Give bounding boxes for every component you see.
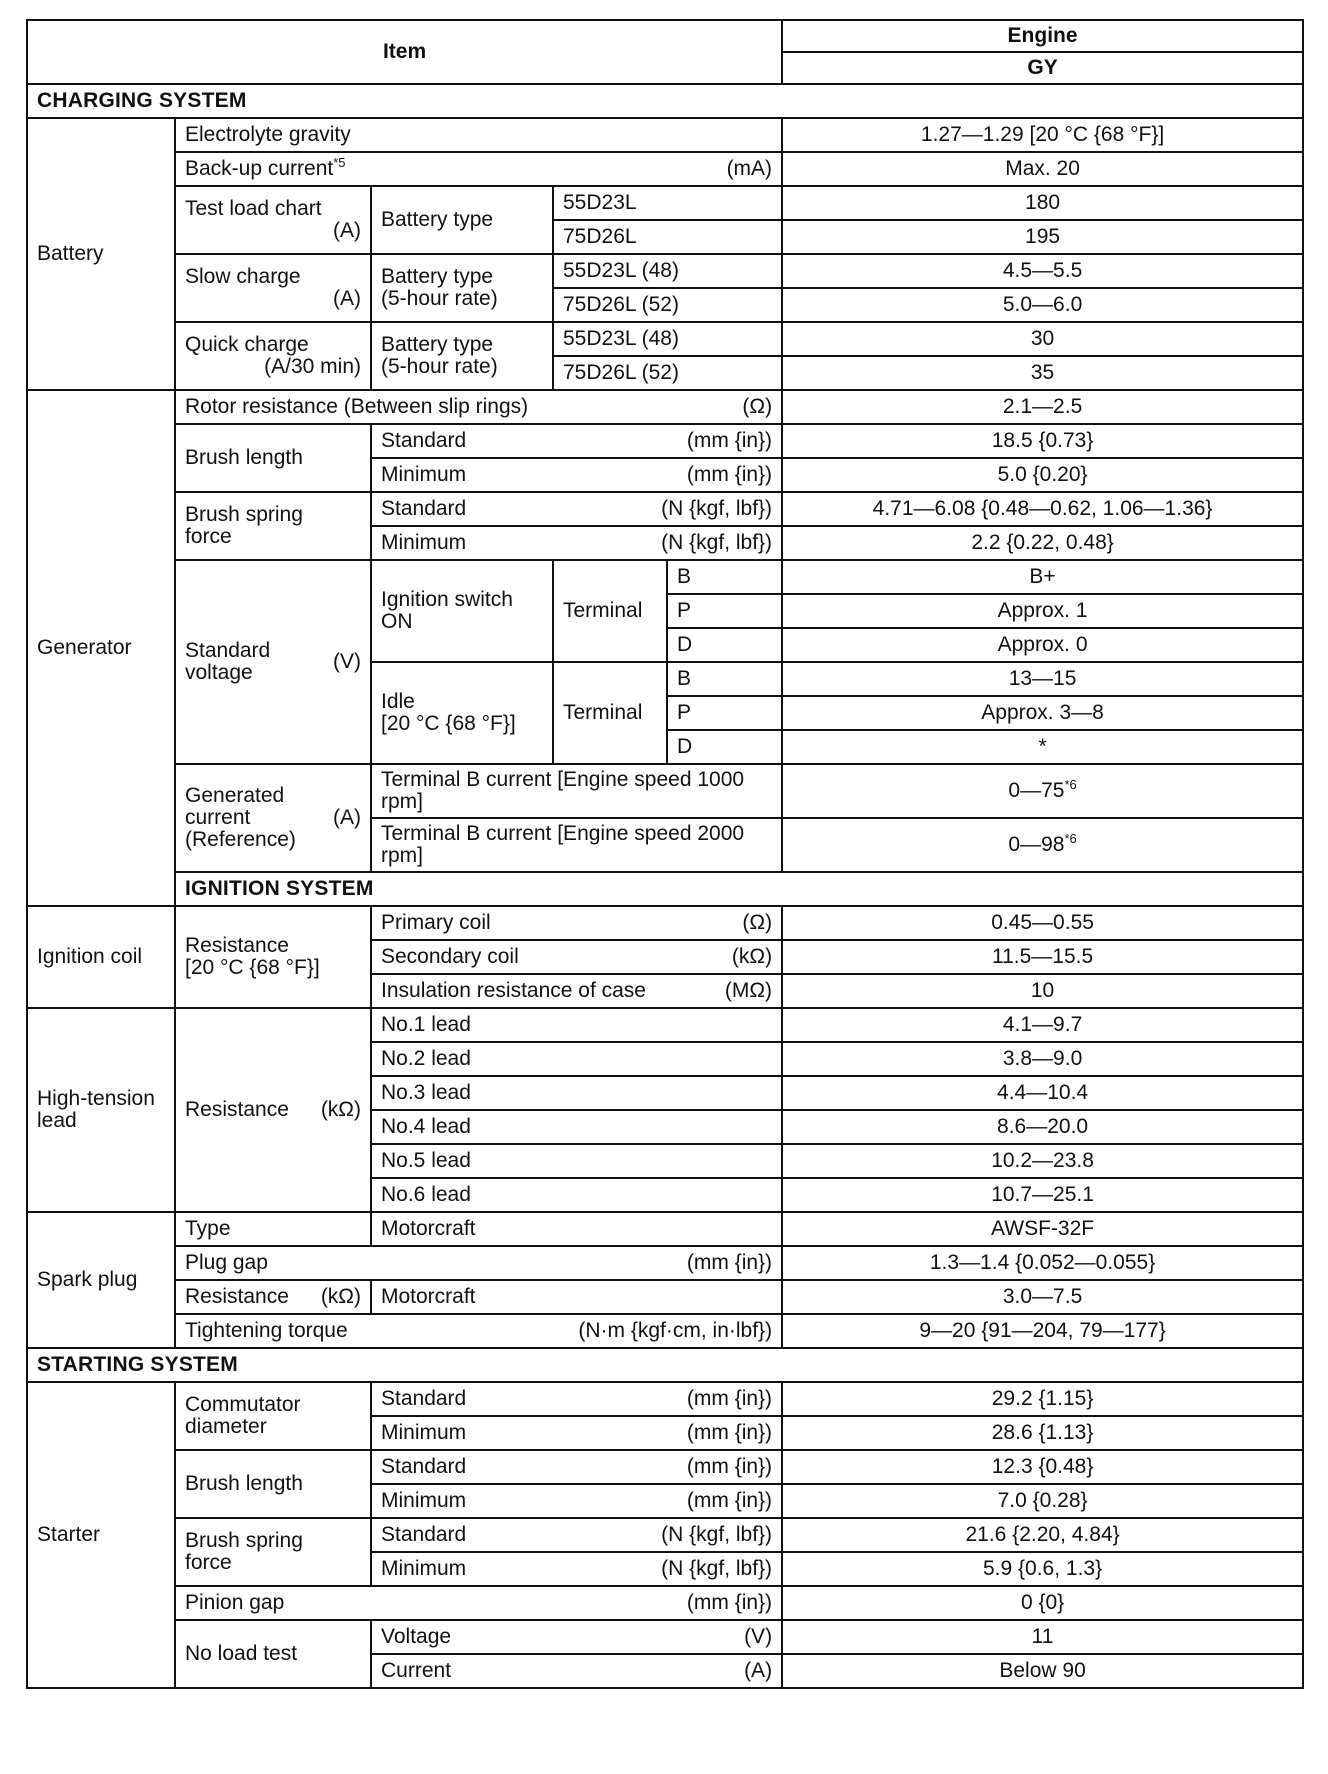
section-title-charging: CHARGING SYSTEM [27,84,1303,118]
footnote-mark: *6 [1064,831,1077,846]
spec-label-cell: Current (A) [371,1654,782,1688]
unit: (mm {in}) [686,1489,773,1512]
commutator-value: 29.2 {1.15} [782,1382,1303,1416]
spec-label-cell: Secondary coil (kΩ) [371,940,782,974]
starter-brush-length-value: 12.3 {0.48} [782,1450,1303,1484]
starter-brush-spring-label: Brush spring force [175,1518,371,1586]
rotor-resistance-value: 2.1—2.5 [782,390,1303,424]
unit: (kΩ) [731,945,773,968]
item-header: Item [27,20,782,84]
spec-label-cell: Standard (mm {in}) [371,424,782,458]
spec-label-cell: Minimum (N {kgf, lbf}) [371,526,782,560]
slow-charge-label: Slow charge (A) [175,254,371,322]
unit: (mm {in}) [686,1387,773,1410]
starter-brush-spring-value: 21.6 {2.20, 4.84} [782,1518,1303,1552]
no-load-value: 11 [782,1620,1303,1654]
section-row [27,1348,1303,1382]
pinion-gap-value: 0 {0} [782,1586,1303,1620]
table-row [27,492,1303,526]
spark-type-brand: Motorcraft [371,1212,782,1246]
test-load-battery-type: Battery type [371,186,553,254]
tightening-torque-cell: Tightening torque (N·m {kgf·cm, in·lbf}) [175,1314,782,1348]
quick-charge-label: Quick charge (A/30 min) [175,322,371,390]
lead-value: 10.7—25.1 [782,1178,1303,1212]
voltage-value: 13—15 [782,662,1303,696]
unit: (mm {in}) [686,463,773,486]
table-row [27,152,1303,186]
spec-sheet [26,19,1302,1689]
plug-gap-value: 1.3—1.4 {0.052—0.055} [782,1246,1303,1280]
no-load-value: Below 90 [782,1654,1303,1688]
unit: (MΩ) [724,979,773,1002]
spark-resistance-label: Resistance (kΩ) [175,1280,371,1314]
test-load-label: Test load chart (A) [175,186,371,254]
gen-brush-length-value: 18.5 {0.73} [782,424,1303,458]
table-row [27,906,1303,940]
backup-current-cell [175,152,782,186]
terminal-id: B [667,662,782,696]
quick-charge-value: 30 [782,322,1303,356]
slow-charge-battery-type: Battery type (5-hour rate) [371,254,553,322]
unit: (A) [333,287,361,310]
table-row [27,322,1303,356]
voltage-value: B+ [782,560,1303,594]
terminal-id: P [667,594,782,628]
rotor-resistance-cell [175,390,782,424]
generated-current-label: Generated current (Reference) (A) [175,764,371,872]
lead-label: No.2 lead [371,1042,782,1076]
lead-value: 4.4—10.4 [782,1076,1303,1110]
no-load-test-label: No load test [175,1620,371,1688]
terminal-b-current-label: Terminal B current [Engine speed 2000 rpm] [371,818,782,872]
spec-label-cell: Minimum (mm {in}) [371,1484,782,1518]
unit: (A) [744,1659,773,1682]
table-row [27,118,1303,152]
lead-value: 8.6—20.0 [782,1110,1303,1144]
lead-resistance-label: Resistance (kΩ) [175,1008,371,1212]
table-row [27,1518,1303,1552]
table-row [27,186,1303,220]
coil-value: 11.5—15.5 [782,940,1303,974]
spec-label-cell: Standard (N {kgf, lbf}) [371,1518,782,1552]
gen-brush-length-label: Brush length [175,424,371,492]
engine-code-header: GY [782,52,1303,84]
starter-brush-spring-value: 5.9 {0.6, 1.3} [782,1552,1303,1586]
voltage-value: * [782,730,1303,764]
lead-label: No.5 lead [371,1144,782,1178]
specification-table [26,19,1304,1689]
table-row [27,560,1303,594]
commutator-value: 28.6 {1.13} [782,1416,1303,1450]
table-row [27,1280,1303,1314]
starter-brush-length-value: 7.0 {0.28} [782,1484,1303,1518]
table-row [27,1450,1303,1484]
header-row [27,20,1303,52]
electrolyte-value: 1.27—1.29 [20 °C {68 °F}] [782,118,1303,152]
spec-label-cell: Standard (N {kgf, lbf}) [371,492,782,526]
spec-label-cell: Standard (mm {in}) [371,1450,782,1484]
footnote-mark: *5 [333,155,346,170]
plug-gap-cell: Plug gap (mm {in}) [175,1246,782,1280]
footnote-mark: *6 [1064,777,1077,792]
section-row [27,872,1303,906]
unit: (Ω) [742,911,773,934]
table-row [27,764,1303,818]
unit: (A/30 min) [264,355,361,378]
spark-type-value: AWSF-32F [782,1212,1303,1246]
voltage-value: Approx. 3—8 [782,696,1303,730]
electrolyte-label: Electrolyte gravity [175,118,782,152]
lead-value: 10.2—23.8 [782,1144,1303,1178]
spec-label-cell: Standard (mm {in}) [371,1382,782,1416]
battery-model: 75D26L [553,220,782,254]
test-load-value: 180 [782,186,1303,220]
table-row [27,1212,1303,1246]
table-row [27,1008,1303,1042]
group-generator: Generator [27,390,175,906]
backup-current-label: Back-up current$^{*5}$ [185,155,346,180]
commutator-label: Commutator diameter [175,1382,371,1450]
group-high-tension-lead: High-tension lead [27,1008,175,1212]
unit: (mm {in}) [686,1455,773,1478]
group-battery: Battery [27,118,175,390]
voltage-value: Approx. 1 [782,594,1303,628]
spark-resistance-brand: Motorcraft [371,1280,782,1314]
table-row [27,390,1303,424]
table-row [27,424,1303,458]
battery-model: 75D26L (52) [553,288,782,322]
quick-charge-battery-type: Battery type (5-hour rate) [371,322,553,390]
battery-model: 55D23L (48) [553,254,782,288]
standard-voltage-label: Standard voltage (V) [175,560,371,764]
terminal-id: D [667,730,782,764]
spark-type-label: Type [175,1212,371,1246]
lead-value: 3.8—9.0 [782,1042,1303,1076]
battery-model: 55D23L (48) [553,322,782,356]
unit: (N {kgf, lbf}) [661,1557,773,1580]
lead-label: No.4 lead [371,1110,782,1144]
gen-brush-spring-value: 4.71—6.08 {0.48—0.62, 1.06—1.36} [782,492,1303,526]
table-row [27,1314,1303,1348]
coil-value: 0.45—0.55 [782,906,1303,940]
generated-current-value: 0—75$^{*6}$ [782,764,1303,818]
ignition-on-label: Ignition switch ON [371,560,553,662]
generated-current-value: 0—98$^{*6}$ [782,818,1303,872]
terminal-id: B [667,560,782,594]
lead-label: No.6 lead [371,1178,782,1212]
table-row [27,1620,1303,1654]
unit: (N {kgf, lbf}) [661,531,773,554]
slow-charge-value: 4.5—5.5 [782,254,1303,288]
group-starter: Starter [27,1382,175,1688]
section-title-starting: STARTING SYSTEM [27,1348,1303,1382]
section-title-ignition: IGNITION SYSTEM [175,872,1303,906]
battery-model: 55D23L [553,186,782,220]
unit: (N {kgf, lbf}) [661,1523,773,1546]
rotor-resistance-label: Rotor resistance (Between slip rings) [185,395,529,418]
spark-resistance-value: 3.0—7.5 [782,1280,1303,1314]
gen-brush-length-value: 5.0 {0.20} [782,458,1303,492]
engine-header: Engine [782,20,1303,52]
spec-label-cell: Primary coil (Ω) [371,906,782,940]
spec-label-cell: Minimum (mm {in}) [371,1416,782,1450]
backup-current-value: Max. 20 [782,152,1303,186]
terminal-b-current-label: Terminal B current [Engine speed 1000 rpm] [371,764,782,818]
table-row [27,1586,1303,1620]
spec-label-cell: Insulation resistance of case (MΩ) [371,974,782,1008]
pinion-gap-cell: Pinion gap (mm {in}) [175,1586,782,1620]
table-row [27,1382,1303,1416]
lead-label: No.3 lead [371,1076,782,1110]
unit: (V) [333,650,361,673]
unit: (V) [744,1625,773,1648]
unit: (kΩ) [320,1098,361,1121]
coil-resistance-label: Resistance [20 °C {68 °F}] [175,906,371,1008]
slow-charge-value: 5.0—6.0 [782,288,1303,322]
tightening-torque-value: 9—20 {91—204, 79—177} [782,1314,1303,1348]
spec-label-cell: Minimum (N {kgf, lbf}) [371,1552,782,1586]
terminal-id: P [667,696,782,730]
gen-brush-spring-value: 2.2 {0.22, 0.48} [782,526,1303,560]
lead-label: No.1 lead [371,1008,782,1042]
test-load-value: 195 [782,220,1303,254]
lead-value: 4.1—9.7 [782,1008,1303,1042]
unit: (mm {in}) [686,429,773,452]
voltage-value: Approx. 0 [782,628,1303,662]
section-row [27,84,1303,118]
unit: (N {kgf, lbf}) [661,497,773,520]
table-row [27,254,1303,288]
terminal-id: D [667,628,782,662]
group-spark-plug: Spark plug [27,1212,175,1348]
idle-label: Idle [20 °C {68 °F}] [371,662,553,764]
unit: (Ω) [742,395,773,418]
table-row [27,1246,1303,1280]
unit: (mA) [726,157,773,180]
terminal-label: Terminal [553,560,667,662]
unit: (A) [333,806,361,829]
unit: (mm {in}) [686,1251,773,1274]
unit: (mm {in}) [686,1591,773,1614]
spec-label-cell: Voltage (V) [371,1620,782,1654]
unit: (kΩ) [320,1285,361,1308]
unit: (N·m {kgf·cm, in·lbf}) [578,1319,773,1342]
battery-model: 75D26L (52) [553,356,782,390]
group-ignition-coil: Ignition coil [27,906,175,1008]
gen-brush-spring-label: Brush spring force [175,492,371,560]
starter-brush-length-label: Brush length [175,1450,371,1518]
quick-charge-value: 35 [782,356,1303,390]
terminal-label: Terminal [553,662,667,764]
coil-value: 10 [782,974,1303,1008]
unit: (A) [333,219,361,242]
spec-label-cell: Minimum (mm {in}) [371,458,782,492]
unit: (mm {in}) [686,1421,773,1444]
